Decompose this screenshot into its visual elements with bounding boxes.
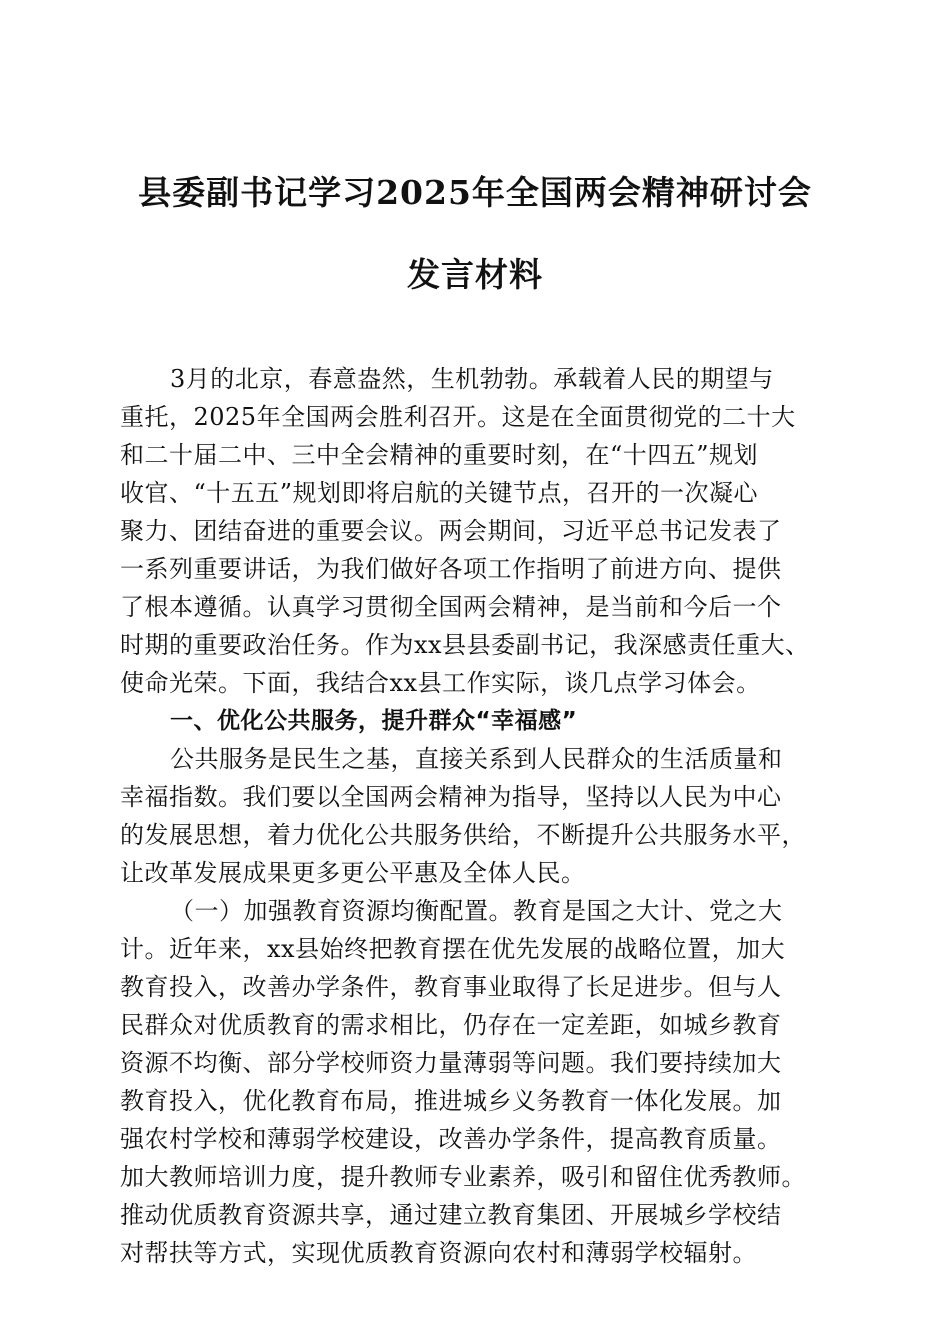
document-title (80, 168, 870, 300)
subsection-paragraph-line: 强农村学校和薄弱学校建设，改善办学条件，提高教育质量。 (120, 1125, 782, 1153)
subsection-paragraph-line: 对帮扶等方式，实现优质教育资源向农村和薄弱学校辐射。 (120, 1239, 757, 1267)
section-heading: 一、优化公共服务，提升群众“幸福感” (170, 708, 578, 734)
section-paragraph-line: 公共服务是民生之基，直接关系到人民群众的生活质量和 (170, 745, 783, 773)
intro-paragraph-line: 3月的北京，春意盎然，生机勃勃。承载着人民的期望与 (170, 365, 774, 393)
subsection-paragraph-line: 民群众对优质教育的需求相比，仍存在一定差距，如城乡教育 (120, 1011, 782, 1039)
subsection-paragraph-line: （一）加强教育资源均衡配置。教育是国之大计、党之大 (170, 897, 783, 925)
section-paragraph-line: 让改革发展成果更多更公平惠及全体人民。 (120, 859, 586, 887)
intro-paragraph-line: 收官、“十五五”规划即将启航的关键节点，召开的一次凝心 (120, 479, 759, 507)
document-body (120, 360, 840, 1272)
intro-paragraph-line: 和二十届二中、三中全会精神的重要时刻，在“十四五”规划 (120, 441, 759, 469)
intro-paragraph-line: 一系列重要讲话，为我们做好各项工作指明了前进方向、提供 (120, 555, 782, 583)
title-line-1: 县委副书记学习2025年全国两会精神研讨会 (138, 173, 812, 212)
intro-paragraph-line: 使命光荣。下面，我结合xx县工作实际，谈几点学习体会。 (120, 669, 761, 697)
subsection-paragraph-line: 加大教师培训力度，提升教师专业素养，吸引和留住优秀教师。 (120, 1163, 806, 1191)
subsection-paragraph-line: 资源不均衡、部分学校师资力量薄弱等问题。我们要持续加大 (120, 1049, 782, 1077)
intro-paragraph-line: 重托，2025年全国两会胜利召开。这是在全面贯彻党的二十大 (120, 403, 796, 431)
section-paragraph-line: 的发展思想，着力优化公共服务供给，不断提升公共服务水平， (120, 821, 806, 849)
title-line-2: 发言材料 (407, 255, 543, 294)
subsection-paragraph-line: 推动优质教育资源共享，通过建立教育集团、开展城乡学校结 (120, 1201, 782, 1229)
intro-paragraph-line: 聚力、团结奋进的重要会议。两会期间，习近平总书记发表了 (120, 517, 782, 545)
section-paragraph-line: 幸福指数。我们要以全国两会精神为指导，坚持以人民为中心 (120, 783, 782, 811)
subsection-paragraph-line: 计。近年来，xx县始终把教育摆在优先发展的战略位置，加大 (120, 935, 786, 963)
intro-paragraph-line: 了根本遵循。认真学习贯彻全国两会精神，是当前和今后一个 (120, 593, 782, 621)
intro-paragraph-line: 时期的重要政治任务。作为xx县县委副书记，我深感责任重大、 (120, 631, 810, 659)
subsection-paragraph-line: 教育投入，优化教育布局，推进城乡义务教育一体化发展。加 (120, 1087, 782, 1115)
subsection-paragraph-line: 教育投入，改善办学条件，教育事业取得了长足进步。但与人 (120, 973, 782, 1001)
